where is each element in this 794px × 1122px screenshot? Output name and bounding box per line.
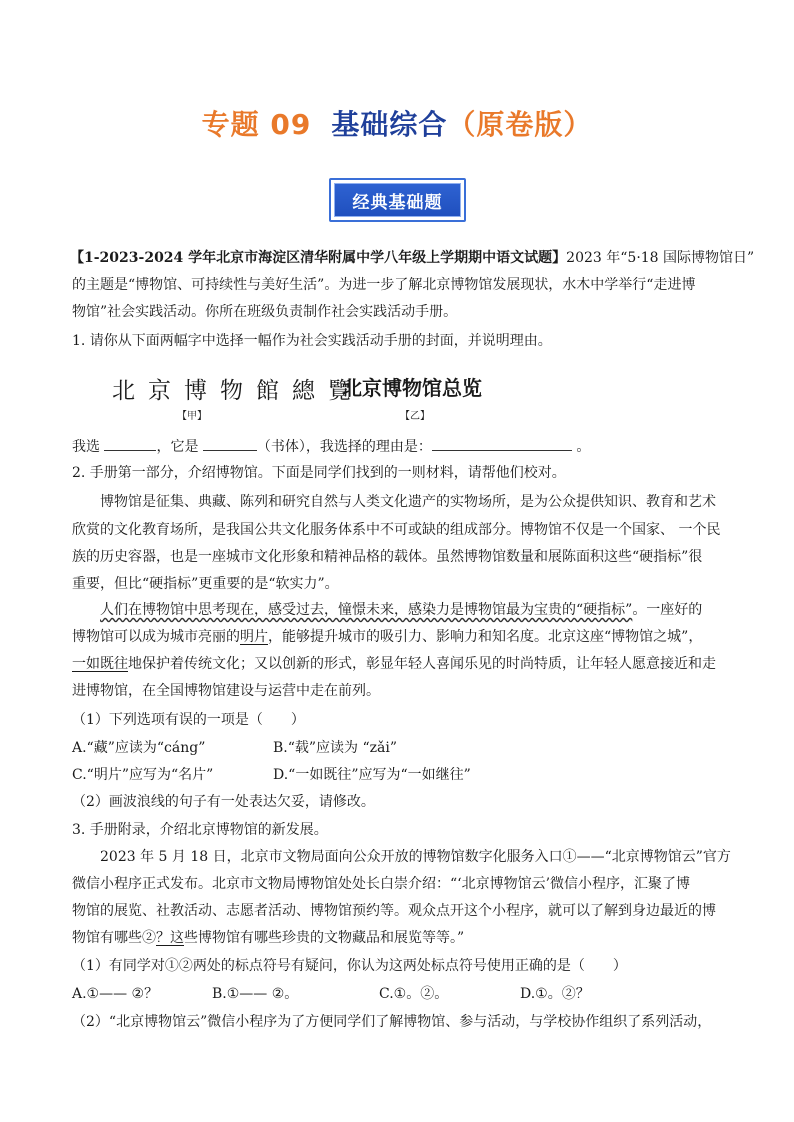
para-text: ，能够提升城市的吸引力、影响力和知名度。北京这座“博物馆之城”，: [268, 629, 703, 645]
q3-p-line-2: 微信小程序正式发布。北京市文物局博物馆处处长白崇介绍：“‘北京博物馆云’微信小程序，汇聚了博: [72, 876, 691, 892]
q2-p1-line-2: 欣赏的文化教育场所，是我国公共文化服务体系中不可或缺的组成部分。博物馆不仅是一个国家、 一个民: [72, 522, 721, 538]
intro-line-3: 物馆”社会实践活动。你所在班级负责制作社会实践活动手册。: [72, 304, 458, 320]
q2-p2-line-4: 进博物馆，在全国博物馆建设与运营中走在前列。: [72, 683, 380, 699]
option-d: D.“一如既往”应写为“一如继往”: [273, 767, 471, 783]
option-d: D.①。②？: [520, 986, 590, 1002]
option-a: A.①—— ②？: [72, 986, 159, 1002]
para-text: 物馆有哪些②: [72, 930, 156, 946]
section-badge: [329, 178, 466, 222]
answer-blank-script[interactable]: [203, 436, 257, 451]
q2-prompt: 2. 手册第一部分，介绍博物馆。下面是同学们找到的一则材料，请帮他们校对。: [72, 465, 566, 481]
q3-sub2: （2）“北京博物馆云”微信小程序为了方便同学们了解博物馆、参与活动，与学校协作组织了系列活动，: [72, 1014, 712, 1030]
answer-blank-reason[interactable]: [432, 436, 572, 451]
q1-prompt: 1. 请你从下面两幅字中选择一幅作为社会实践活动手册的封面，并说明理由。: [72, 333, 552, 349]
caption-a: 【甲】: [177, 411, 207, 422]
q2-p1-line-1: 博物馆是征集、典藏、陈列和研究自然与人类文化遗产的实物场所，是为公众提供知识、教育和艺术: [100, 494, 716, 510]
badge-label: 经典基础题: [334, 183, 461, 217]
q2-p2-line-3: [72, 654, 740, 674]
q2-p1-line-3: 族的历史容器，也是一座城市文化形象和精神品格的载体。虽然博物馆数量和展陈面积这些“硬指标”很: [72, 549, 703, 565]
option-c: C.①。②。: [379, 986, 449, 1002]
calligraphy-a: 北京博物館總覽: [112, 378, 364, 404]
q2-p2-line-2: [72, 627, 740, 647]
para-text: 些博物馆有哪些珍贵的文物藏品和展览等等。”: [184, 930, 465, 946]
answer-blank-choice[interactable]: [104, 436, 156, 451]
q3-p-line-4: [72, 928, 740, 948]
page-title: [0, 103, 794, 143]
title-topic: 专题 09: [201, 108, 312, 141]
caption-b: 【乙】: [400, 411, 430, 422]
answer-text: 我选: [72, 439, 100, 455]
option-b: B.“载”应读为 “zǎi”: [273, 740, 398, 756]
answer-text: 。: [576, 439, 591, 455]
intro-text: 2023 年“5·18 国际博物馆日”: [566, 250, 755, 266]
q2-p2-line-1: [72, 600, 740, 620]
option-c: C.“明片”应写为“名片”: [72, 767, 214, 783]
para-text: 。一座好的: [632, 602, 703, 618]
title-subject: 基础综合: [331, 108, 448, 141]
title-edition: （原卷版）: [447, 108, 593, 141]
q2-sub2: （2）画波浪线的句子有一处表达欠妥，请修改。: [72, 794, 375, 810]
q3-options-row: [72, 984, 740, 1004]
q2-options-row-2: [72, 765, 740, 785]
option-a: A.“藏”应读为“cáng”: [72, 740, 206, 756]
answer-text: ，它是: [156, 439, 199, 455]
para-text: 博物馆可以成为城市亮丽的: [72, 629, 240, 645]
wavy-sentence: 人们在博物馆中思考现在，感受过去，憧憬未来，感染力是博物馆最为宝贵的“硬指标”: [100, 602, 633, 618]
q1-answer-line: [72, 436, 740, 457]
q2-options-row-1: [72, 738, 740, 758]
para-text: 地保护着传统文化；又以创新的形式，彰显年轻人喜闻乐见的时尚特质，让年轻人愿意接近和走: [128, 656, 716, 672]
q2-sub1: （1）下列选项有误的一项是（ ）: [72, 712, 305, 728]
intro-line-1: [70, 248, 755, 268]
question-source: 【1-2023-2024 学年北京市海淀区清华附属中学八年级上学期期中语文试题】: [70, 250, 567, 266]
intro-line-2: 的主题是“博物馆、可持续性与美好生活”。为进一步了解北京博物馆发展现状，水木中学举行“走进博: [72, 277, 696, 293]
underlined-word: 明片: [240, 629, 268, 645]
option-b: B.①—— ②。: [212, 986, 299, 1002]
answer-text: （书体），我选择的理由是：: [256, 439, 432, 455]
q3-prompt: 3. 手册附录，介绍北京博物馆的新发展。: [72, 822, 328, 838]
q3-p-line-3: 物馆的展览、社教活动、志愿者活动、博物馆预约等。观众点开这个小程序，就可以了解到身边最近的博: [72, 903, 716, 919]
q3-p-line-1: 2023 年 5 月 18 日，北京市文物局面向公众开放的博物馆数字化服务入口①——“北京博物馆云”官方: [100, 849, 731, 865]
calligraphy-b: 北京博物馆总览: [342, 376, 482, 400]
q2-p1-line-4: 重要，但比“硬指标”更重要的是“软实力”。: [72, 576, 339, 592]
underlined-word: 一如既往: [72, 656, 128, 672]
q3-sub1: （1）有同学对①②两处的标点符号有疑问，你认为这两处标点符号使用正确的是（ ）: [72, 958, 627, 974]
underlined-word: ？这: [156, 930, 184, 946]
